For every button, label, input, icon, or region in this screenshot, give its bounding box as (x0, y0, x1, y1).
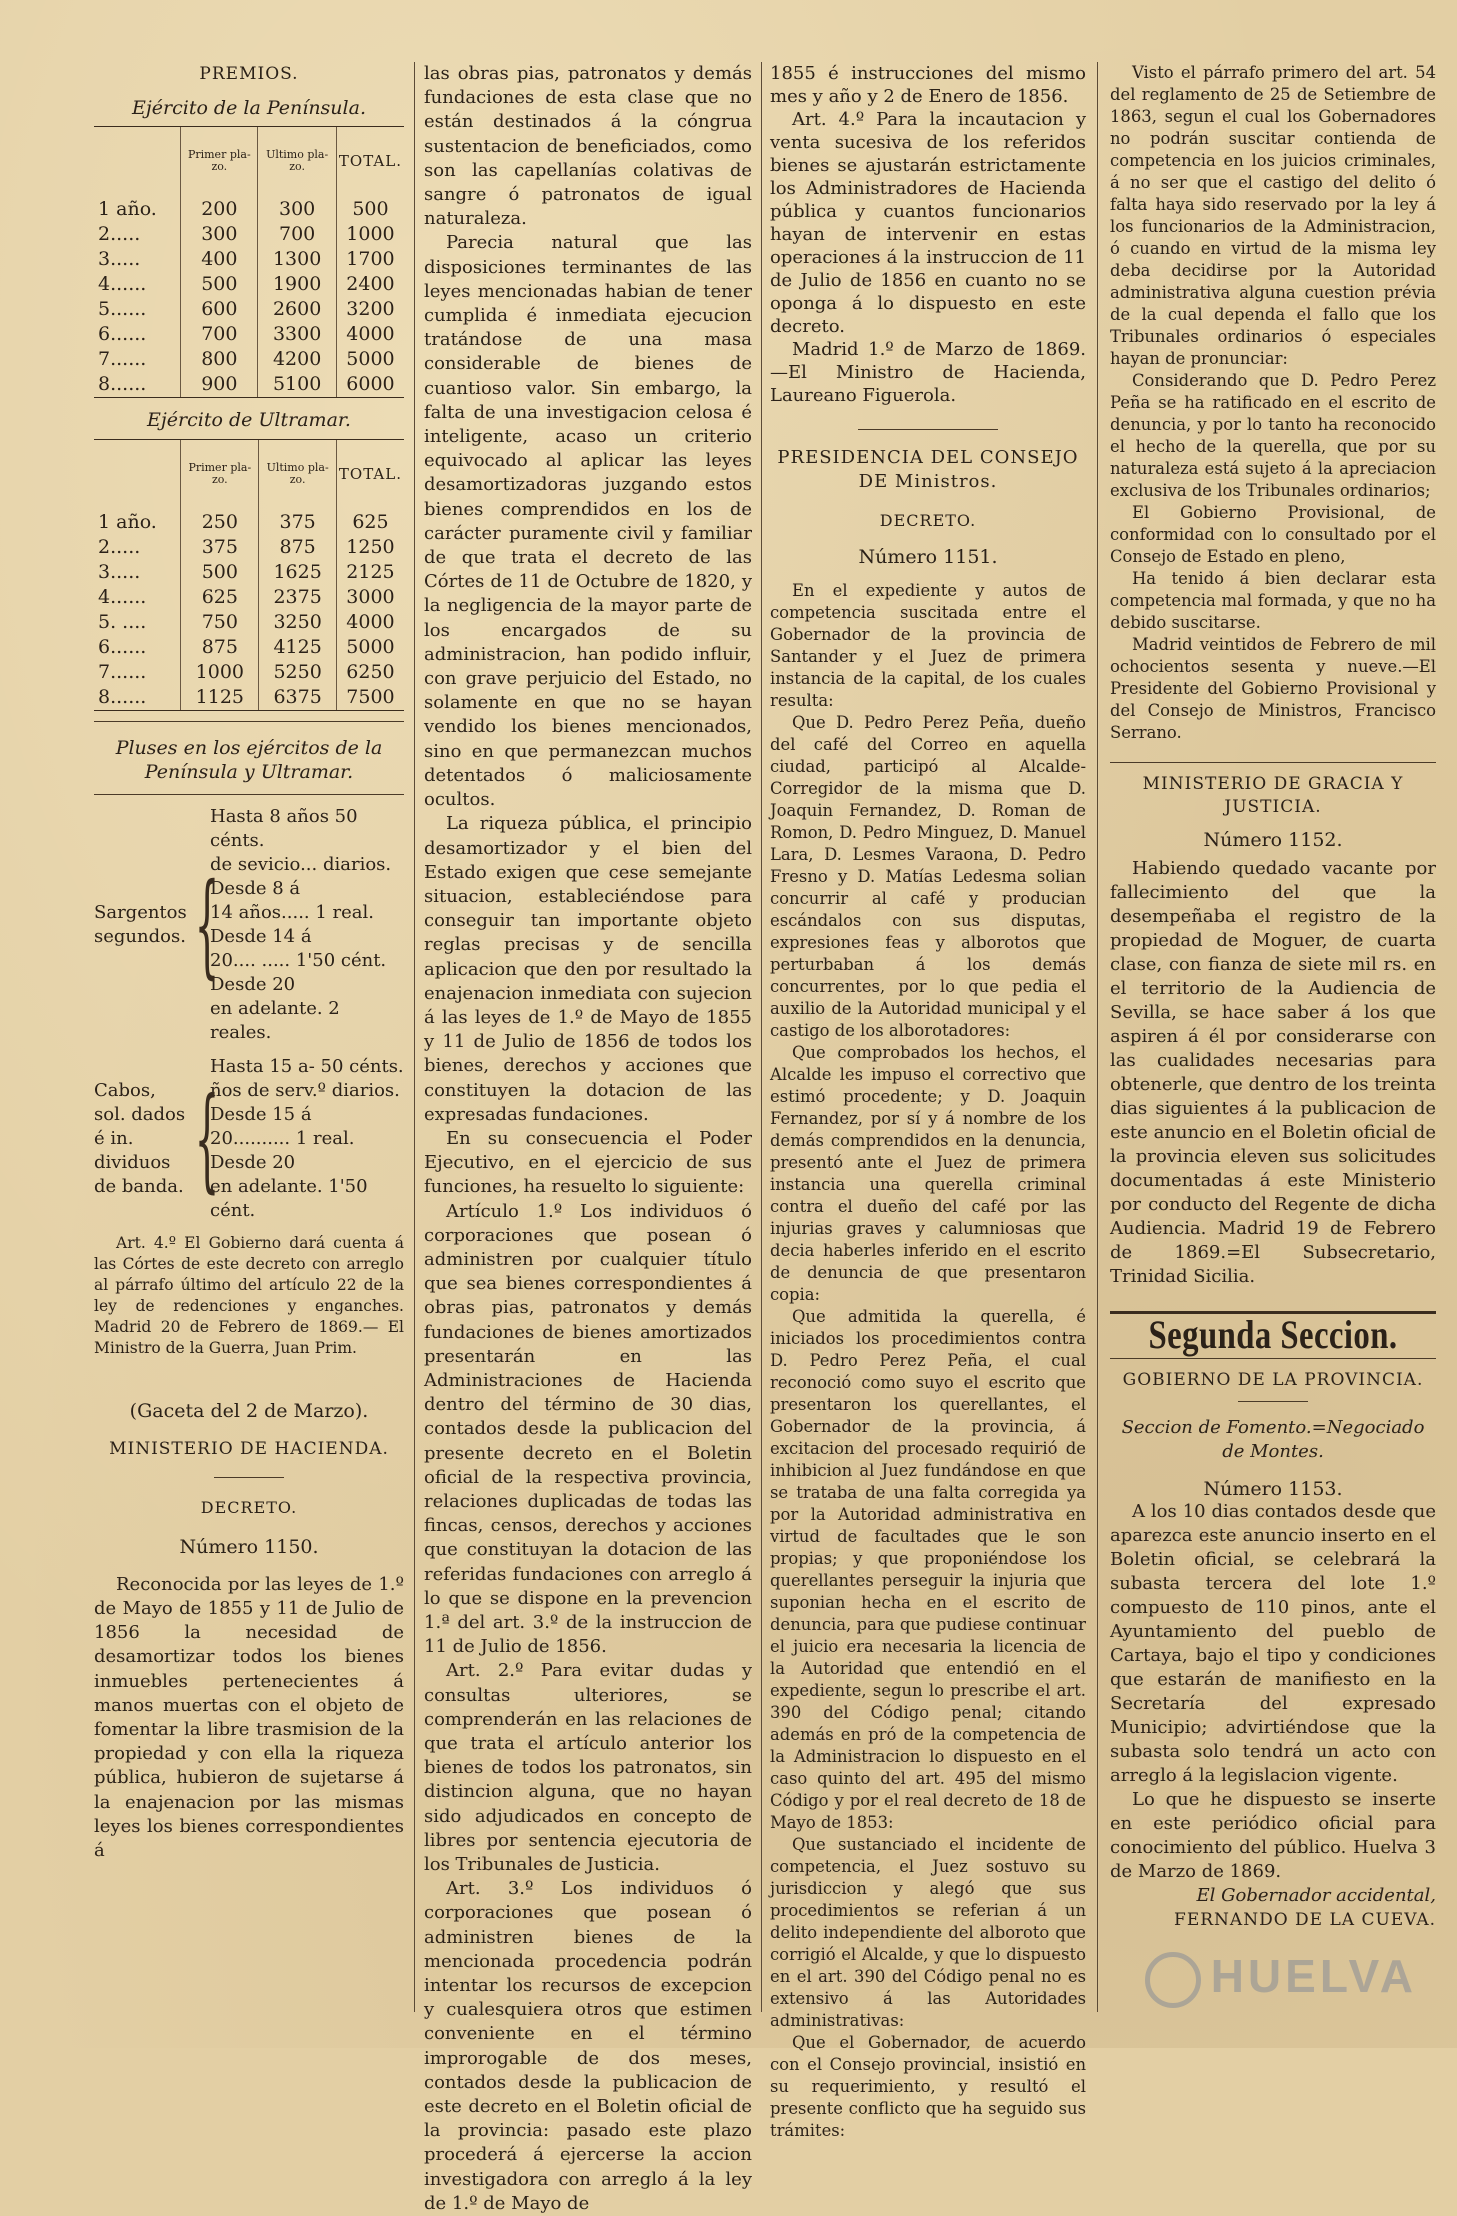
table-cell: 7...... (98, 348, 147, 371)
table-cell: 2..... (98, 223, 141, 246)
table-cell: 1000 (181, 660, 259, 685)
paragraph: Art. 4.º Para la incautacion y venta sucesiva de los referidos bienes se ajustarán estrictamente los Administradores de Hacienda pública y cuantos funcionarios hayan de intervenir en estas operaciones á la instruccion de 11 de Julio de 1856 en cuanto no se oponga á lo dispuesto en este decreto. (770, 109, 1086, 337)
peninsula-title: Ejército de la Península. (132, 97, 366, 120)
table-row (94, 297, 404, 322)
table-row (94, 247, 404, 272)
table-cell: 2..... (98, 535, 141, 558)
paragraph: Madrid 1.º de Marzo de 1869. —El Ministro de Hacienda, Laureano Figuerola. (770, 339, 1086, 406)
table-cell: 8...... (98, 685, 147, 708)
table-cell: 2400 (336, 272, 404, 297)
numero-1151: Número 1151. (858, 546, 998, 568)
table-cell: 500 (336, 189, 404, 222)
table-header-cell: Primer pla-zo. (181, 127, 258, 189)
separator-line (1110, 762, 1436, 763)
ultramar-table-wrap (94, 439, 404, 711)
table-cell: 800 (181, 347, 258, 372)
signature-name: FERNANDO DE LA CUEVA. (1174, 1910, 1436, 1930)
plus-line: 20.... ..... 1'50 cént. (210, 950, 387, 972)
table-header-cell (94, 440, 181, 502)
paragraph: Que admitida la querella, é iniciados los procedimientos contra D. Pedro Perez Peña, el cual reconoció como suyo el escrito que presentaron los querellantes, el Gobernador de la provincia, á excitacion del procesado requirió de inhibicion al Juez fundándose en que se trataba de una falta corregida ya por la Autoridad administrativa en virtud de facultades que le son propias; y que proponiéndose los querellantes perseguir la injuria que suponian hecha en el escrito de denuncia, para que pudiese continuar el juicio era necesaria la licencia de la Autoridad que entendió en el expediente, segun lo prescribe el art. 390 del Código penal; citando además en pró de la competencia de la Administracion lo dispuesto en el caso quinto del art. 495 del mismo Código y por el real decreto de 18 de Mayo de 1853: (770, 1307, 1086, 1832)
table-cell: 300 (181, 222, 258, 247)
table-header-row (94, 440, 404, 502)
column-2 (424, 62, 752, 2214)
paragraph: La riqueza pública, el principio desamortizador y el bien del Estado exigen que cese semejante situacion, estableciéndose para conseguir tan importante objeto reglas precisas y de sencilla aplicacion que den por resultado la enajenacion inmediata con sujecion á las leyes de 1.º de Mayo de 1855 y 11 de Julio de 1856 de todos los bienes, derechos y acciones que constituyen la dotacion de las expresadas fundaciones. (424, 813, 752, 1125)
table-header-cell: TOTAL. (336, 440, 404, 502)
table-cell: 2375 (259, 585, 337, 610)
table-cell: 5. .... (98, 610, 147, 633)
paragraph: las obras pias, patronatos y demás fundaciones de esta clase que no están destinados á la cóngrua sustentacion de beneficiados, como son las capellanías colativas de sangre ó patronatos de igual naturaleza. (424, 63, 752, 230)
table-cell: 500 (181, 560, 259, 585)
paragraph: Que sustanciado el incidente de competencia, el Juez sostuvo su jurisdiccion y alegó que sus procedimientos se referian á un delito independiente del alboroto que corrigió el Alcalde, y que lo dispuesto en el art. 390 del Código penal no es extensivo á las Autoridades administrativas: (770, 1835, 1086, 2030)
table-cell: 5...... (98, 298, 147, 321)
paragraph: 1855 é instrucciones del mismo mes y año y 2 de Enero de 1856. (770, 63, 1086, 107)
paragraph: Parecia natural que las disposiciones terminantes de las leyes mencionadas habian de tener cumplida é inmediata ejecucion tratándose de una masa considerable de bienes de cuantioso valor. Sin embargo, la falta de una investigacion celosa é inteligente, acaso un criterio equivocado al aplicar las leyes desamortizadoras juzgando estos bienes comprendidos en los de carácter puramente civil y familiar de que trata el decreto de las Córtes de 11 de Octubre de 1820, y la negligencia de la mayor parte de los encargados de su administracion, han podido influir, con grave perjuicio del Estado, no solamente en que no se hayan vendido los bienes mencionados, sino en que permanezcan muchos detentados ó maliciosamente ocultos. (424, 232, 752, 811)
column-1 (94, 62, 404, 2022)
decreto-heading: DECRETO. (879, 511, 977, 530)
table-cell: 7...... (98, 660, 147, 683)
table-cell: 750 (181, 610, 259, 635)
sargentos-label: Sargentos segundos. (94, 902, 187, 948)
table-cell: 3250 (259, 610, 337, 635)
table-cell: 5100 (258, 372, 337, 397)
brace: { (194, 1074, 220, 1205)
plus-line: 14 años..... 1 real. (210, 902, 374, 924)
pluses-title: Pluses en los ejércitos de la Península y Ultramar. (115, 736, 383, 783)
paragraph: Lo que he dispuesto se inserte en este periódico oficial para conocimiento del público. Huelva 3 de Marzo de 1869. (1110, 1789, 1436, 1882)
table-cell: 1300 (258, 247, 337, 272)
paragraph: Artículo 1.º Los individuos ó corporaciones que posean ó administren por cualquier título que sea bienes correspondientes á obras pias, patronatos y demás fundaciones de bienes amortizados presentarán en las Administraciones de Hacienda dentro del término de 30 dias, contados desde la publicacion del presente decreto en el Boletin oficial de la respectiva provincia, relaciones duplicadas de todas las fincas, censos, derechos y acciones que constituyan la dotacion de las referidas fundaciones con arreglo á lo que se dispone en la prevencion 1.ª del art. 3.º de la instruccion de 11 de Julio de 1856. (424, 1200, 752, 1658)
table-cell: 400 (181, 247, 258, 272)
column-divider (1097, 62, 1098, 2012)
table-cell: 3200 (336, 297, 404, 322)
table-cell: 6000 (336, 372, 404, 397)
numero-1150: Número 1150. (179, 1535, 319, 1558)
table-cell: 5000 (336, 635, 404, 660)
table-row (94, 560, 404, 585)
stamp-text: HUELVA (1210, 1950, 1417, 2003)
table-row (94, 189, 404, 222)
plus-line: Hasta 8 años 50 cénts. (210, 806, 358, 852)
cabos-label: Cabos, sol. dados é in. dividuos de banda. (94, 1080, 186, 1198)
plus-line: 20.......... 1 real. (210, 1128, 355, 1150)
column-divider (414, 62, 415, 2012)
plus-line: en adelante. 2 reales. (210, 998, 340, 1044)
table-row (94, 347, 404, 372)
column-4 (1110, 62, 1436, 2022)
table-cell: 1700 (336, 247, 404, 272)
ultramar-title: Ejército de Ultramar. (147, 409, 351, 432)
decreto-heading: DECRETO. (200, 1498, 298, 1518)
table-row (94, 535, 404, 560)
numero-1153: Número 1153. (1203, 1478, 1343, 1500)
table-row (94, 372, 404, 397)
table-header-cell (94, 127, 181, 189)
table-cell: 625 (336, 502, 404, 535)
table-cell: 4...... (98, 585, 147, 608)
table-cell: 2600 (258, 297, 337, 322)
gobierno-provincia-title: GOBIERNO DE LA PROVINCIA. (1122, 1370, 1424, 1390)
table-cell: 8...... (98, 373, 147, 396)
paragraph: El Gobierno Provisional, de conformidad con lo consultado por el Consejo de Estado en pleno, (1110, 503, 1436, 566)
paragraph: Visto el párrafo primero del art. 54 del reglamento de 25 de Setiembre de 1863, segun el cual los Gobernadores no podrán suscitar contienda de competencia en los juicios criminales, á no ser que el castigo del delito ó falta haya sido reservado por la ley á los funcionarios de la Administracion, ó cuando en virtud de la misma ley deba decidirse por la Autoridad administrativa alguna cuestion prévia de la cual dependa el fallo que los Tribunales ordinarios ó especiales hayan de pronunciar: (1110, 63, 1436, 368)
paragraph: Considerando que D. Pedro Perez Peña se ha ratificado en el escrito de denuncia, y por lo tanto ha reconocido el hecho de la querella, que por su naturaleza está sujeto á la apreciacion exclusiva de los Tribunales ordinarios; (1110, 371, 1436, 500)
table-cell: 3000 (336, 585, 404, 610)
premios-title: PREMIOS. (199, 64, 299, 84)
ministerio-hacienda-title: MINISTERIO DE HACIENDA. (109, 1439, 389, 1460)
peninsula-table-wrap (94, 126, 404, 398)
separator-line (94, 794, 404, 795)
ministerio-gracia-title: MINISTERIO DE GRACIA Y JUSTICIA. (1142, 774, 1404, 817)
table-cell: 6...... (98, 323, 147, 346)
art4-guerra: Art. 4.º El Gobierno dará cuenta á las Córtes de este decreto con arreglo al párrafo último del artículo 22 de la ley de redenciones y enganches. Madrid 20 de Febrero de 1869.— El Ministro de la Guerra, Juan Prim. (94, 1234, 404, 1358)
separator-line (1110, 1358, 1436, 1359)
seccion-fomento: Seccion de Fomento.=Negociado de Montes. (1121, 1417, 1425, 1462)
table-row (94, 660, 404, 685)
cabos-block (94, 1055, 404, 1223)
separator-line (858, 429, 998, 430)
table-cell: 4125 (259, 635, 337, 660)
table-row (94, 610, 404, 635)
table-cell: 7500 (336, 685, 404, 710)
plus-line: ños de serv.º diarios. (210, 1080, 400, 1102)
plus-line: de sevicio... diarios. (210, 854, 392, 876)
table-cell: 1000 (336, 222, 404, 247)
table-cell: 1250 (336, 535, 404, 560)
column-3 (770, 62, 1086, 2140)
library-stamp (1145, 1949, 1417, 2008)
separator-line (214, 1477, 284, 1478)
segunda-seccion-title: Segunda Seccion. (1148, 1312, 1398, 1357)
paragraph: Que el Gobernador, de acuerdo con el Consejo provincial, insistió en su requerimiento, y resultó el presente conflicto que ha seguido sus trámites: (770, 2033, 1086, 2140)
signature-title: El Gobernador accidental, (1196, 1885, 1436, 1906)
table-row (94, 685, 404, 710)
table-row (94, 322, 404, 347)
plus-line: Hasta 15 a- 50 cénts. (210, 1056, 404, 1078)
paragraph: Ha tenido á bien declarar esta competencia mal formada, y que no ha debido suscitarse. (1110, 569, 1436, 632)
plus-line: Desde 8 á (210, 878, 301, 900)
paragraph: Habiendo quedado vacante por fallecimiento del que la desempeñaba el registro de la propiedad de Moguer, de cuarta clase, con fianza de siete mil rs. en el territorio de la Audiencia de Sevilla, se hace saber á los que aspiren á él por considerarse con las cualidades necesarias para obtenerle, que dentro de los treinta dias siguientes á la publicacion de este anuncio en el Boletin oficial de la provincia eleven sus solicitudes documentadas á este Ministerio por conducto del Regente de dicha Audiencia. Madrid 19 de Febrero de 1869.=El Subsecretario, Trinidad Sicilia. (1110, 858, 1436, 1287)
table-cell: 625 (181, 585, 259, 610)
plus-line: Desde 20 (210, 974, 296, 996)
table-cell: 500 (181, 272, 258, 297)
plus-line: Desde 20 (210, 1152, 296, 1174)
table-cell: 375 (181, 535, 259, 560)
table-row (94, 585, 404, 610)
table-cell: 875 (259, 535, 337, 560)
paragraph: Reconocida por las leyes de 1.º de Mayo de 1855 y 11 de Julio de 1856 la necesidad de desamortizar todos los bienes inmuebles pertenecientes á manos muertas con el objeto de fomentar la libre trasmision de la propiedad y con ella la riqueza pública, hubieron de sujetarse á la enajenacion por las mismas leyes los bienes correspondientes á (94, 1573, 404, 1862)
paragraph: En el expediente y autos de competencia suscitada entre el Gobernador de la provincia de Santander y el Juez de primera instancia de la capital, de los cuales resulta: (770, 581, 1086, 710)
table-header-cell: Ultimo pla-zo. (258, 127, 337, 189)
table-row (94, 502, 404, 535)
table-cell: 6...... (98, 635, 147, 658)
paragraph: Madrid veintidos de Febrero de mil ochocientos sesenta y nueve.—El Presidente del Gobierno Provisional y del Consejo de Ministros, Francisco Serrano. (1110, 635, 1436, 742)
table-cell: 5000 (336, 347, 404, 372)
table-cell: 3..... (98, 248, 141, 271)
table-header-cell: Primer pla-zo. (181, 440, 259, 502)
presidencia-title: PRESIDENCIA DEL CONSEJO DE Ministros. (777, 447, 1079, 492)
table-cell: 300 (258, 189, 337, 222)
paragraph: A los 10 dias contados desde que aparezca este anuncio inserto en el Boletin oficial, se celebrará la subasta tercera del lote 1.º compuesto de 110 pinos, ante el Ayuntamiento del pueblo de Cartaya, bajo el tipo y condiciones que estarán de manifiesto en la Secretaría del expresado Municipio; advirtiéndose que la subasta solo tendrá un acto con arreglo á la legislacion vigente. (1110, 1501, 1436, 1786)
table-cell: 3300 (258, 322, 337, 347)
table-cell: 4200 (258, 347, 337, 372)
table-cell: 5250 (259, 660, 337, 685)
paragraph: Que D. Pedro Perez Peña, dueño del café del Correo en aquella ciudad, participó al Alcalde-Corregidor de la misma que D. Joaquin Fernandez, D. Roman de Romon, D. Pedro Minguez, D. Manuel Lara, D. Lesmes Varaona, D. Pedro Fresno y D. Matías Ledesma solian concurrir al café y producian escándalos con sus disputas, expresiones feas y alborotos que perturbaban á los demás concurrentes, por lo que pedia el auxilio de la Autoridad municipal y el castigo de los alborotadores: (770, 713, 1086, 1040)
sargentos-lines (210, 805, 404, 1045)
table-cell: 2125 (336, 560, 404, 585)
table-cell: 3..... (98, 560, 141, 583)
separator-line (94, 721, 404, 722)
numero-1152: Número 1152. (1203, 829, 1343, 851)
table-cell: 1125 (181, 685, 259, 710)
table-cell: 1900 (258, 272, 337, 297)
table-cell: 1 año. (98, 198, 157, 221)
peninsula-table (94, 127, 404, 397)
sargentos-block (94, 805, 404, 1045)
stamp-ring-icon (1145, 1952, 1201, 2008)
table-cell: 375 (259, 502, 337, 535)
paragraph: En su consecuencia el Poder Ejecutivo, en el ejercicio de sus funciones, ha resuelto lo siguiente: (424, 1127, 752, 1198)
brace: { (194, 860, 220, 991)
table-header-cell: TOTAL. (336, 127, 404, 189)
plus-line: en adelante. 1'50 cént. (210, 1176, 368, 1222)
table-cell: 875 (181, 635, 259, 660)
table-row (94, 222, 404, 247)
table-row (94, 635, 404, 660)
plus-line: Desde 15 á (210, 1104, 312, 1126)
paragraph: Art. 2.º Para evitar dudas y consultas ulteriores, se comprenderán en las relaciones de que trata el artículo anterior los bienes de todos los patronatos, sin distincion alguna, que no hayan sido adjudicados en concepto de libres por sentencia ejecutoria de los Tribunales de Justicia. (424, 1660, 752, 1876)
table-cell: 4...... (98, 273, 147, 296)
table-cell: 900 (181, 372, 258, 397)
paragraph: Art. 3.º Los individuos ó corporaciones que posean ó administren bienes de la mencionada procedencia podrán intentar los recursos de excepcion y cualesquiera otros que estimen conveniente en el término improrogable de dos meses, contados desde la publicacion de este decreto en el Boletin oficial de la provincia: pasado este plazo procederá á ejercerse la accion investigadora con arreglo á la ley de 1.º de Mayo de (424, 1878, 752, 2214)
table-header-row (94, 127, 404, 189)
table-cell: 1 año. (98, 510, 157, 533)
gaceta-note: (Gaceta del 2 de Marzo). (129, 1400, 369, 1423)
table-cell: 4000 (336, 322, 404, 347)
table-cell: 700 (258, 222, 337, 247)
plus-line: Desde 14 á (210, 926, 312, 948)
ultramar-table (94, 440, 404, 710)
table-header-cell: Ultimo pla-zo. (259, 440, 337, 502)
table-cell: 1625 (259, 560, 337, 585)
paragraph: Que comprobados los hechos, el Alcalde les impuso el correctivo que estimó procedente; y D. Joaquin Fernandez, por sí y á nombre de los demás comprendidos en la denuncia, presentó ante el Juez de primera instancia una querella criminal contra el dueño del café por las injurias graves y calumniosas que decia haberles inferido en el escrito de denuncia de que presentaron copia: (770, 1043, 1086, 1304)
cabos-lines (210, 1055, 404, 1223)
table-cell: 4000 (336, 610, 404, 635)
table-cell: 600 (181, 297, 258, 322)
table-cell: 200 (181, 189, 258, 222)
table-cell: 250 (181, 502, 259, 535)
table-row (94, 272, 404, 297)
column-divider (761, 62, 762, 2012)
separator-line (1238, 1401, 1308, 1402)
table-cell: 6375 (259, 685, 337, 710)
table-cell: 6250 (336, 660, 404, 685)
table-cell: 700 (181, 322, 258, 347)
